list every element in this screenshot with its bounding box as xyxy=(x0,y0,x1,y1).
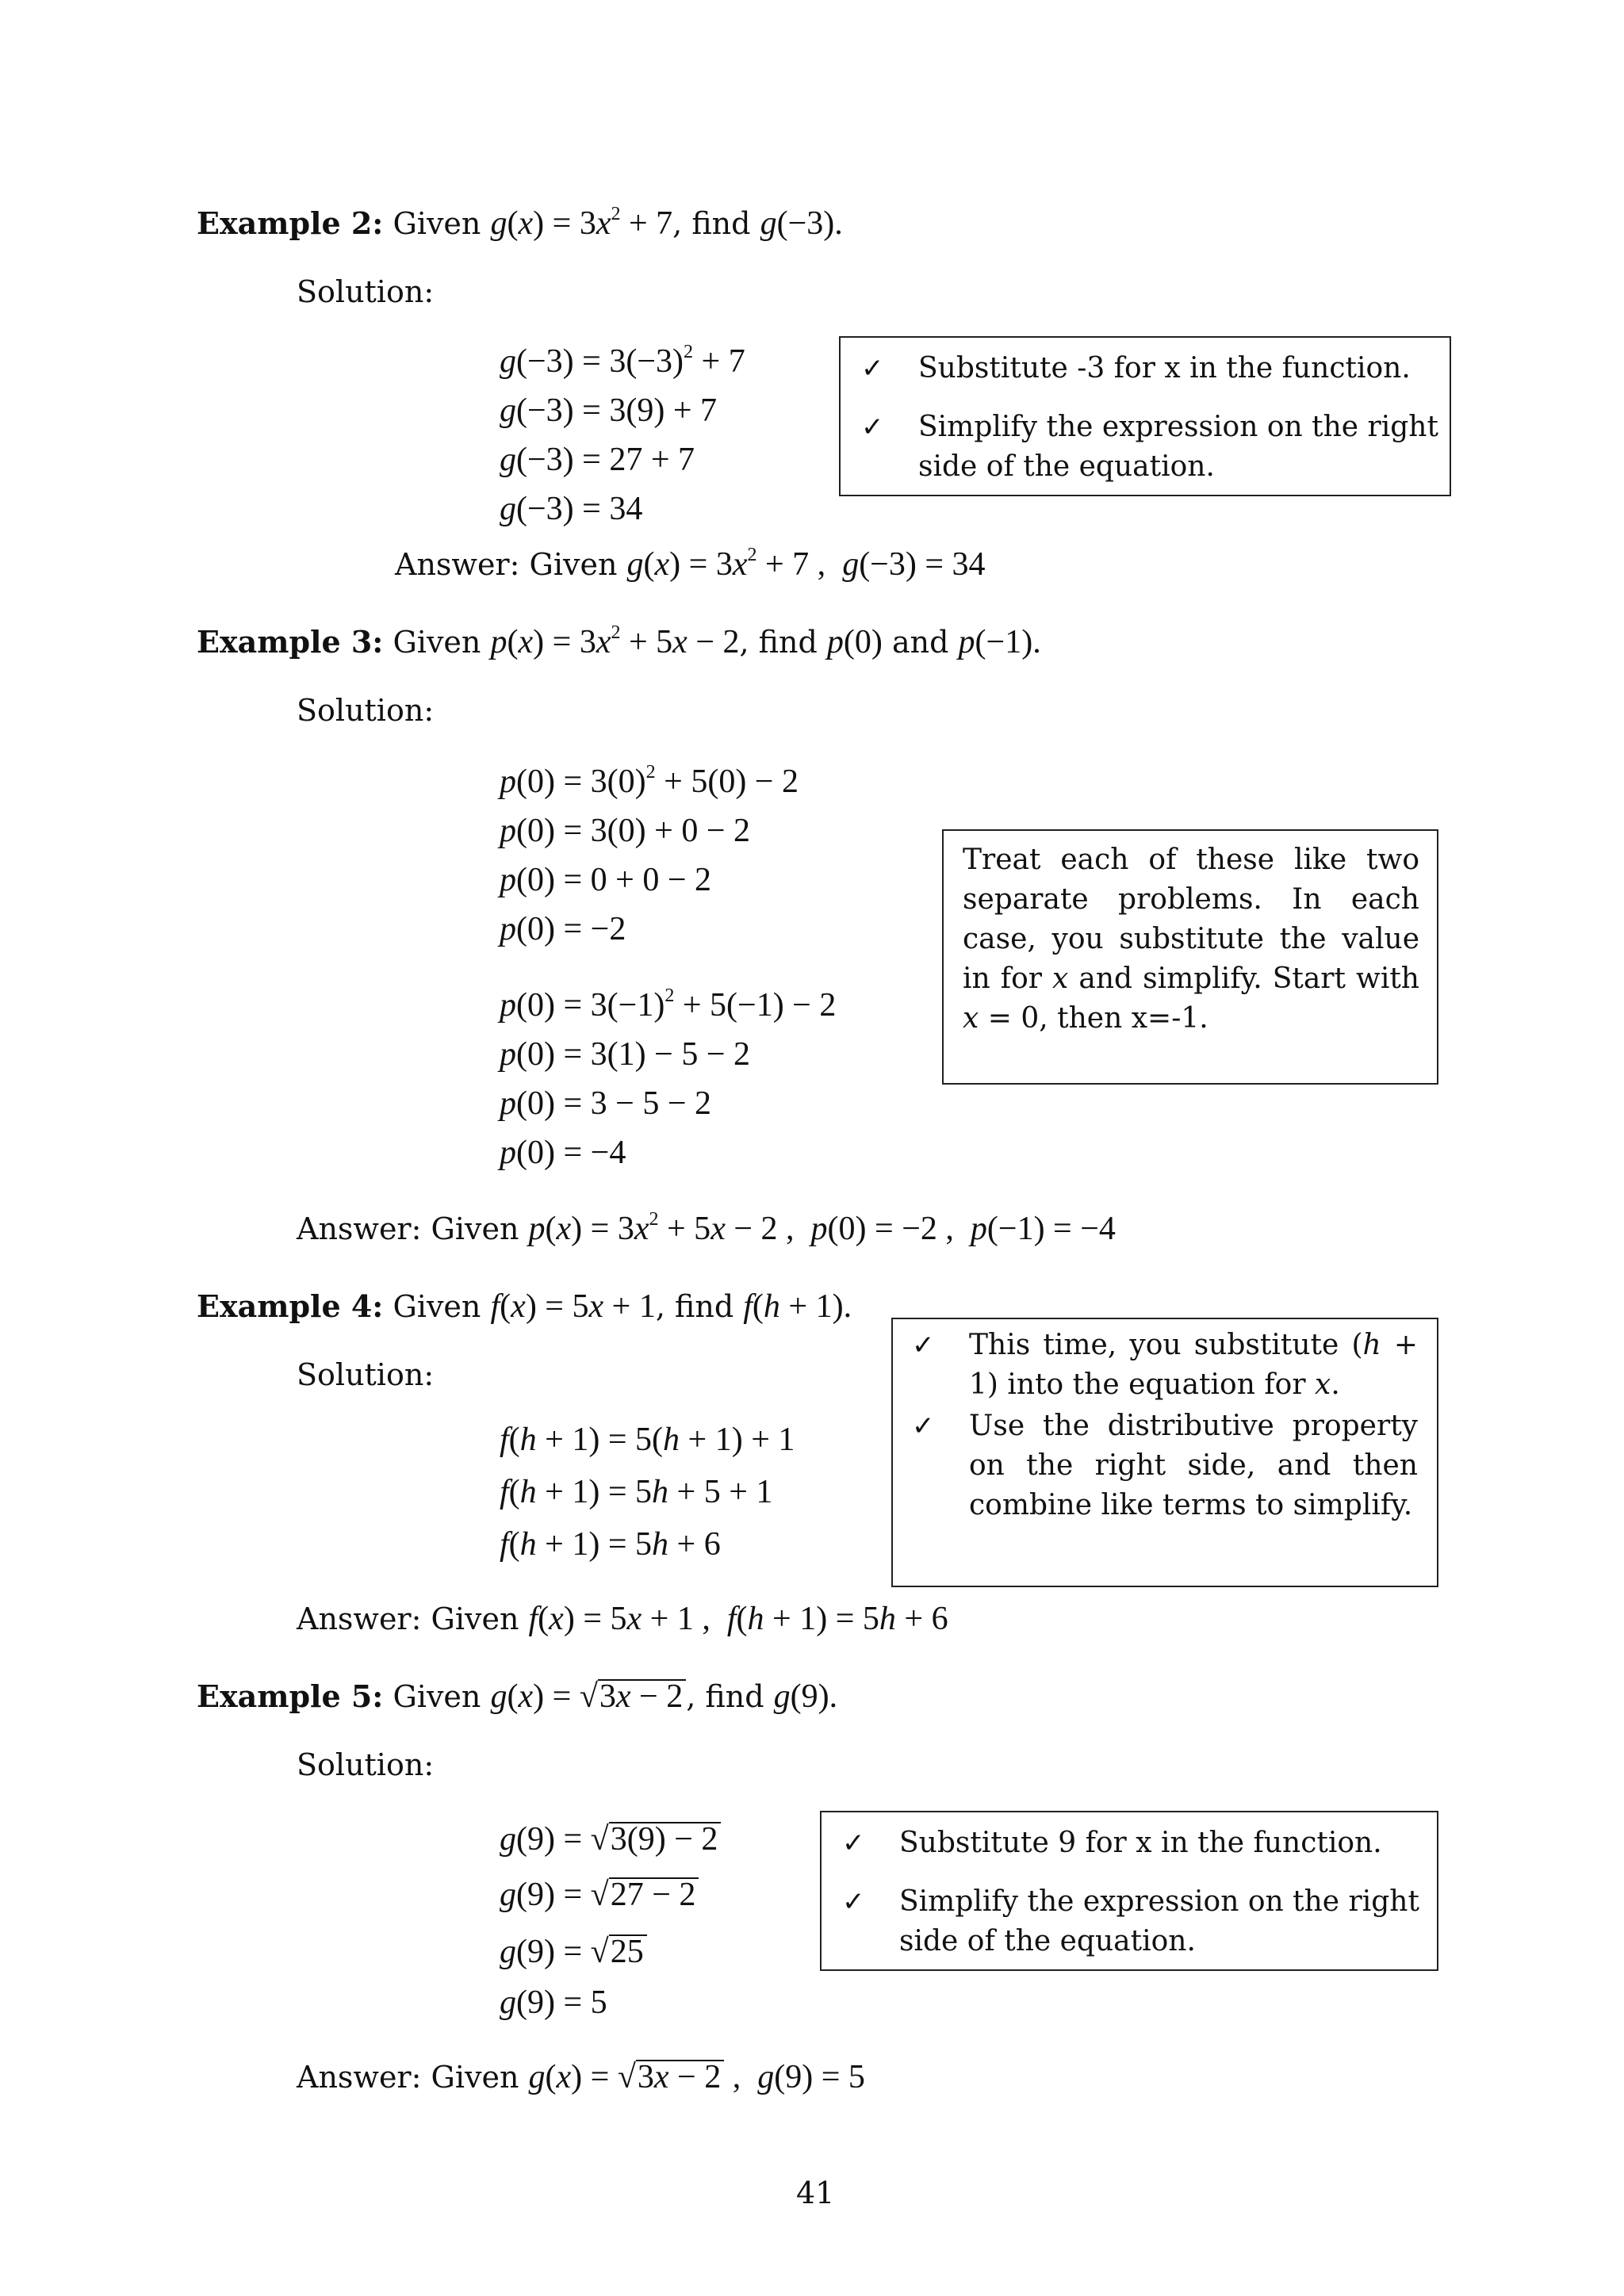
step-2: g(−3) = 3(9) + 7 xyxy=(500,392,718,429)
step-3: g(9) = √25 xyxy=(500,1933,647,1971)
step-8: p(0) = −4 xyxy=(500,1135,626,1171)
answer: Answer: Given g(x) = √3x − 2 , g(9) = 5 xyxy=(297,2059,865,2095)
find-target: g(−3). xyxy=(760,205,843,242)
check-icon: ✓ xyxy=(842,1827,865,1859)
answer: Answer: Given $g(x) = 3x^2 + 7$ , g(−3) = 34 xyxy=(395,545,986,583)
given-word: Given xyxy=(393,1679,481,1714)
page-number: 41 xyxy=(796,2175,835,2210)
find-target: p(0) xyxy=(826,624,883,660)
hint-text: Treat each of these like two separate problems. In each case, you substitute the value in for x and simplify. Start with x = 0, then x=-1. xyxy=(963,844,1419,1035)
find-target: f(h + 1). xyxy=(743,1288,852,1325)
hint-1: Substitute 9 for x in the function. xyxy=(899,1827,1382,1859)
hint-box xyxy=(891,1318,1438,1587)
hint-2: Simplify the expression on the right side of the equation. xyxy=(899,1885,1419,1957)
hint-1: This time, you substitute (h + 1) into the equation for x. xyxy=(969,1329,1419,1401)
example-4-heading xyxy=(197,1288,852,1326)
find-word: , find xyxy=(655,1289,734,1324)
step-1: f(h + 1) = 5(h + 1) + 1 xyxy=(500,1422,795,1458)
function-definition: $g(x) = 3x^2 + 7$ xyxy=(490,204,673,242)
step-4: g(−3) = 34 xyxy=(500,491,643,527)
check-icon: ✓ xyxy=(861,411,884,443)
answer: Answer: Given $p(x) = 3x^2 + 5x - 2$ , p(0) = −2 , p(−1) = −4 xyxy=(297,1209,1116,1247)
given-word: Given xyxy=(393,625,481,660)
given-word: Given xyxy=(393,206,481,241)
step-1: g(9) = √3(9) − 2 xyxy=(500,1820,721,1858)
step-2: f(h + 1) = 5h + 5 + 1 xyxy=(500,1474,773,1510)
example-label: Example 5: xyxy=(197,1678,384,1714)
step-3: g(−3) = 27 + 7 xyxy=(500,442,695,478)
check-icon: ✓ xyxy=(861,353,884,385)
hint-2: Simplify the expression on the right side of the equation. xyxy=(918,411,1438,483)
example-3-heading: Example 3: Given $p(x) = 3x^2 + 5x - 2$, find p(0) and p(−1). xyxy=(197,622,1041,660)
step-7: p(0) = 3 − 5 − 2 xyxy=(500,1085,712,1122)
step-2: p(0) = 3(0) + 0 − 2 xyxy=(500,813,751,849)
function-definition: f(x) = 5x + 1 xyxy=(490,1288,656,1325)
function-definition: g(x) = √3x − 2 xyxy=(490,1678,686,1715)
check-icon: ✓ xyxy=(912,1330,935,1361)
given-word: Given xyxy=(393,1289,481,1324)
hint-box xyxy=(942,829,1438,1085)
solution-label: Solution: xyxy=(297,1747,435,1782)
hint-1: Substitute -3 for x in the function. xyxy=(918,352,1411,385)
step-2: g(9) = √27 − 2 xyxy=(500,1876,699,1914)
step-3: p(0) = 0 + 0 − 2 xyxy=(500,862,712,898)
hint-box xyxy=(839,336,1451,496)
step-3: f(h + 1) = 5h + 6 xyxy=(500,1526,721,1563)
step-4: p(0) = −2 xyxy=(500,911,626,947)
find-word: , find xyxy=(686,1679,764,1714)
check-icon: ✓ xyxy=(912,1410,935,1442)
example-label: Example 2: xyxy=(197,205,384,241)
solution-label: Solution: xyxy=(297,1357,435,1392)
step-1: $g(-3) = 3(-3)^2 + 7$ xyxy=(500,342,745,380)
example-2-heading xyxy=(197,205,843,243)
answer: Answer: Given f(x) = 5x + 1 , f(h + 1) = 5h + 6 xyxy=(297,1601,948,1637)
step-6: p(0) = 3(1) − 5 − 2 xyxy=(500,1036,751,1073)
find-target: g(9). xyxy=(773,1678,838,1715)
solution-label: Solution: xyxy=(297,693,435,728)
step-1: $p(0) = 3(0)^2 + 5(0) - 2$ xyxy=(500,762,799,800)
example-label: Example 3: xyxy=(197,624,384,660)
find-word: , find xyxy=(739,625,818,660)
check-icon: ✓ xyxy=(842,1886,865,1918)
hint-2: Use the distributive property on the right side, and then combine like terms to simplify. xyxy=(969,1410,1418,1521)
solution-label: Solution: xyxy=(297,274,435,309)
hint-box xyxy=(820,1811,1438,1971)
example-5-heading xyxy=(197,1678,837,1716)
function-definition: $p(x) = 3x^2 + 5x - 2$ xyxy=(490,622,740,660)
example-label: Example 4: xyxy=(197,1288,384,1324)
find-word: , find xyxy=(672,206,751,241)
step-4: g(9) = 5 xyxy=(500,1984,607,2021)
step-5: $p(0) = 3(-1)^2 + 5(-1) - 2$ xyxy=(500,985,837,1024)
